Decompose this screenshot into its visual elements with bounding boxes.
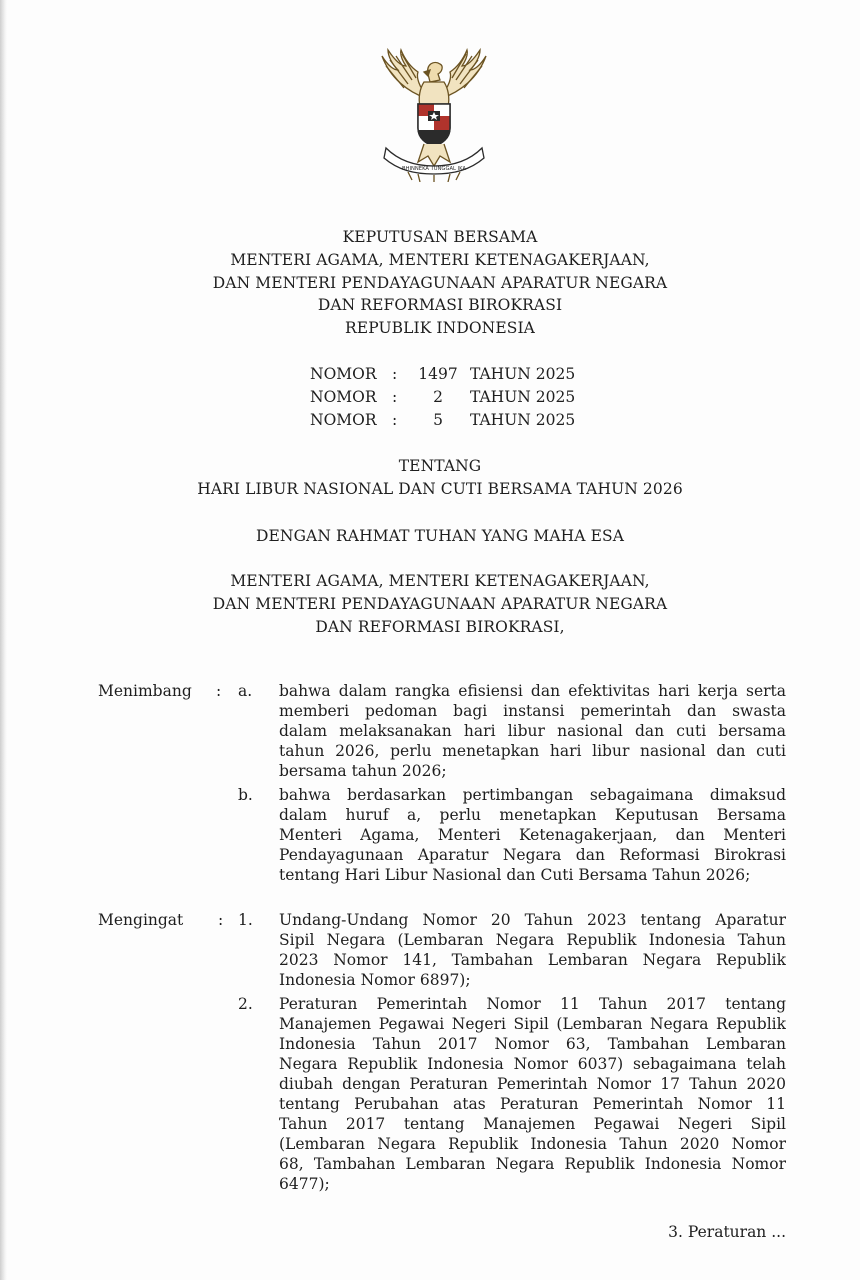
heading-line: REPUBLIK INDONESIA <box>345 319 535 338</box>
nomor-label: NOMOR <box>310 387 377 406</box>
ministers-line: DAN MENTERI PENDAYAGUNAAN APARATUR NEGARA <box>212 594 668 613</box>
decree-number-row <box>310 386 575 409</box>
ministers-line: DAN REFORMASI BIROKRASI, <box>315 617 565 636</box>
menimbang-item-a <box>279 681 786 781</box>
invocation-text: DENGAN RAHMAT TUHAN YANG MAHA ESA <box>255 527 625 545</box>
heading-line: KEPUTUSAN BERSAMA <box>342 228 538 246</box>
paragraph-line: Peraturan Pemerintah Nomor 11 Tahun 2017 tentang <box>279 995 786 1013</box>
paragraph-line: tahun 2026, perlu menetapkan hari libur nasional dan cuti <box>279 742 786 760</box>
decree-heading <box>0 226 860 340</box>
paragraph-line: Indonesia Nomor 6897); <box>279 971 471 989</box>
decree-title: HARI LIBUR NASIONAL DAN CUTI BERSAMA TAHUN 2026 <box>197 479 683 498</box>
emblem-motto: BHINNEKA TUNGGAL IKA <box>402 166 466 172</box>
paragraph-line: dalam huruf a, perlu menetapkan Keputusan Bersama <box>279 806 786 824</box>
decree-number-table <box>310 363 575 431</box>
nomor-year: TAHUN 2025 <box>470 387 576 406</box>
paragraph-line: bahwa berdasarkan pertimbangan sebagaimana dimaksud <box>279 786 786 804</box>
nomor-year: TAHUN 2025 <box>470 365 576 383</box>
nomor-separator: : <box>392 410 398 429</box>
paragraph-line: Manajemen Pegawai Negeri Sipil (Lembaran Negara Republik <box>279 1015 786 1033</box>
ministers-line: MENTERI AGAMA, MENTERI KETENAGAKERJAAN, <box>230 572 650 590</box>
paragraph-line: bersama tahun 2026; <box>279 762 447 780</box>
paragraph-line: 2023 Nomor 141, Tambahan Lembaran Negara Republik <box>279 951 786 969</box>
decree-number-row <box>310 409 575 432</box>
nomor-value: 5 <box>433 410 443 429</box>
paragraph-line: bahwa dalam rangka efisiensi dan efektivitas hari kerja serta <box>279 682 786 700</box>
paragraph-line: Pendayagunaan Aparatur Negara dan Reformasi Birokrasi <box>279 846 786 864</box>
heading-line: DAN MENTERI PENDAYAGUNAAN APARATUR NEGARA <box>212 273 668 292</box>
paragraph-line: memberi pedoman bagi instansi pemerintah dan swasta <box>279 702 786 720</box>
paragraph-line: dalam melaksanakan hari libur nasional dan cuti bersama <box>279 722 786 740</box>
ministers-block <box>0 570 860 638</box>
nomor-value: 1497 <box>418 365 458 383</box>
nomor-label: NOMOR <box>310 365 377 383</box>
nomor-separator: : <box>392 365 398 383</box>
paragraph-line: Tahun 2017 tentang Manajemen Pegawai Negeri Sipil <box>279 1115 786 1133</box>
mengingat-colon: : <box>218 911 224 929</box>
decree-subject <box>0 455 860 501</box>
paragraph-line: (Lembaran Negara Republik Indonesia Tahun 2020 Nomor <box>279 1135 786 1153</box>
item-marker: 2. <box>238 995 253 1013</box>
nomor-year: TAHUN 2025 <box>470 410 576 429</box>
paragraph-line: tentang Perubahan atas Peraturan Pemerintah Nomor 11 <box>279 1095 786 1113</box>
menimbang-label: Menimbang <box>98 682 192 700</box>
menimbang-item-b <box>279 785 786 885</box>
paragraph-line: Sipil Negara (Lembaran Negara Republik Indonesia Tahun <box>279 931 786 949</box>
nomor-label: NOMOR <box>310 410 377 429</box>
mengingat-label: Mengingat <box>98 911 184 929</box>
paragraph-line: diubah dengan Peraturan Pemerintah Nomor 17 Tahun 2020 <box>279 1075 786 1093</box>
nomor-separator: : <box>392 387 398 406</box>
page-edge-shadow <box>0 0 7 1280</box>
paragraph-line: Menteri Agama, Menteri Ketenagakerjaan, dan Menteri <box>279 826 786 844</box>
paragraph-line: 68, Tambahan Lembaran Negara Republik Indonesia Nomor <box>279 1155 786 1173</box>
paragraph-line: 6477); <box>279 1175 330 1193</box>
page-continuation: 3. Peraturan ... <box>668 1223 786 1241</box>
item-marker: 1. <box>238 911 253 929</box>
menimbang-colon: : <box>216 682 222 700</box>
item-marker: a. <box>238 682 253 700</box>
paragraph-line: tentang Hari Libur Nasional dan Cuti Bersama Tahun 2026; <box>279 866 751 884</box>
heading-line: MENTERI AGAMA, MENTERI KETENAGAKERJAAN, <box>230 250 650 269</box>
invocation <box>0 525 860 548</box>
paragraph-line: Undang-Undang Nomor 20 Tahun 2023 tentang Aparatur <box>279 911 786 929</box>
item-marker: b. <box>238 786 253 804</box>
mengingat-item-1 <box>279 910 786 990</box>
paragraph-line: Negara Republik Indonesia Nomor 6037) sebagaimana telah <box>279 1055 786 1073</box>
tentang-label: TENTANG <box>398 457 482 475</box>
garuda-pancasila-emblem <box>368 48 500 182</box>
heading-line: DAN REFORMASI BIROKRASI <box>317 296 563 315</box>
nomor-value: 2 <box>433 387 443 406</box>
paragraph-line: Indonesia Tahun 2017 Nomor 63, Tambahan Lembaran <box>279 1035 786 1053</box>
decree-number-row <box>310 363 575 386</box>
mengingat-item-2 <box>279 994 786 1194</box>
